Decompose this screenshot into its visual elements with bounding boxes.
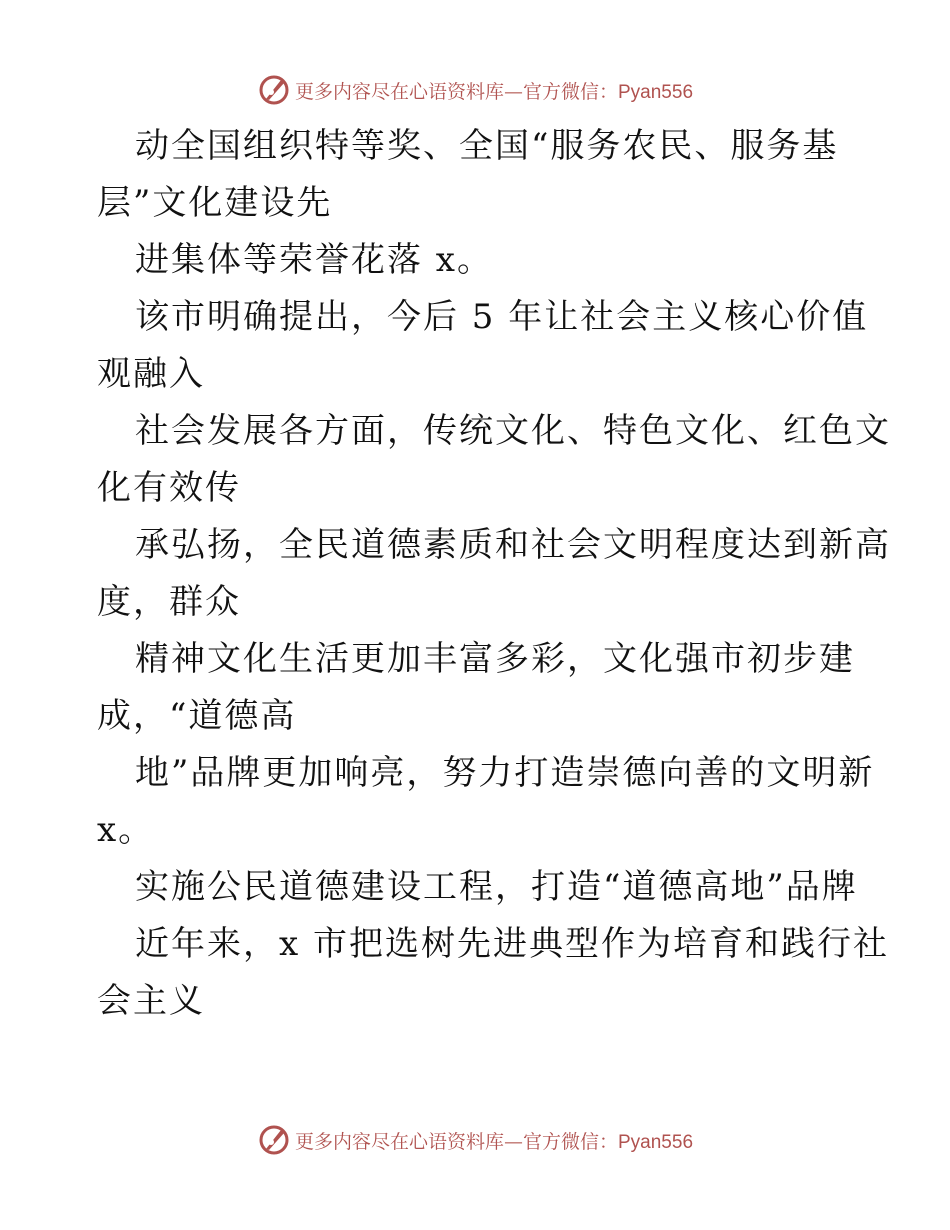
watermark-separator: — (503, 80, 523, 103)
watermark-wechat-label: 官方微信： (522, 80, 618, 103)
text-line: x。 (97, 810, 155, 850)
text-line: 承弘扬，全民道德素质和社会文明程度达到新高 (135, 525, 891, 565)
text-line: 会主义 (97, 981, 205, 1021)
watermark-brand: 更多内容尽在心语资料库 (294, 1130, 504, 1153)
document-body (97, 118, 891, 1030)
header-watermark (0, 70, 950, 110)
text-line: 层”文化建设先 (97, 183, 333, 223)
text-line: 社会发展各方面，传统文化、特色文化、红色文 (135, 411, 891, 451)
text-line: 成，“道德高 (97, 696, 297, 736)
watermark-text (295, 77, 693, 104)
text-line: 精神文化生活更加丰富多彩，文化强市初步建 (135, 639, 855, 679)
watermark-wechat-label: 官方微信： (522, 1130, 618, 1153)
footer-watermark (0, 1120, 950, 1160)
text-line: 地”品牌更加响亮，努力打造崇德向善的文明新 (135, 753, 875, 793)
text-line: 化有效传 (97, 468, 241, 508)
quill-logo-icon (257, 73, 291, 107)
text-line: 该市明确提出，今后 5 年让社会主义核心价值 (135, 297, 869, 337)
watermark-wechat-id: Pyan556 (618, 1131, 694, 1153)
text-line: 观融入 (97, 354, 205, 394)
text-line: 进集体等荣誉花落 x。 (135, 240, 493, 280)
text-line: 实施公民道德建设工程，打造“道德高地”品牌 (135, 867, 858, 907)
text-line: 近年来，x 市把选树先进典型作为培育和践行社 (135, 924, 889, 964)
watermark-wechat-id: Pyan556 (618, 81, 694, 103)
watermark-text (295, 1127, 693, 1154)
quill-logo-icon (257, 1123, 291, 1157)
watermark-brand: 更多内容尽在心语资料库 (294, 80, 504, 103)
text-line: 度，群众 (97, 582, 241, 622)
text-line: 动全国组织特等奖、全国“服务农民、服务基 (135, 126, 839, 166)
watermark-separator: — (503, 1130, 523, 1153)
